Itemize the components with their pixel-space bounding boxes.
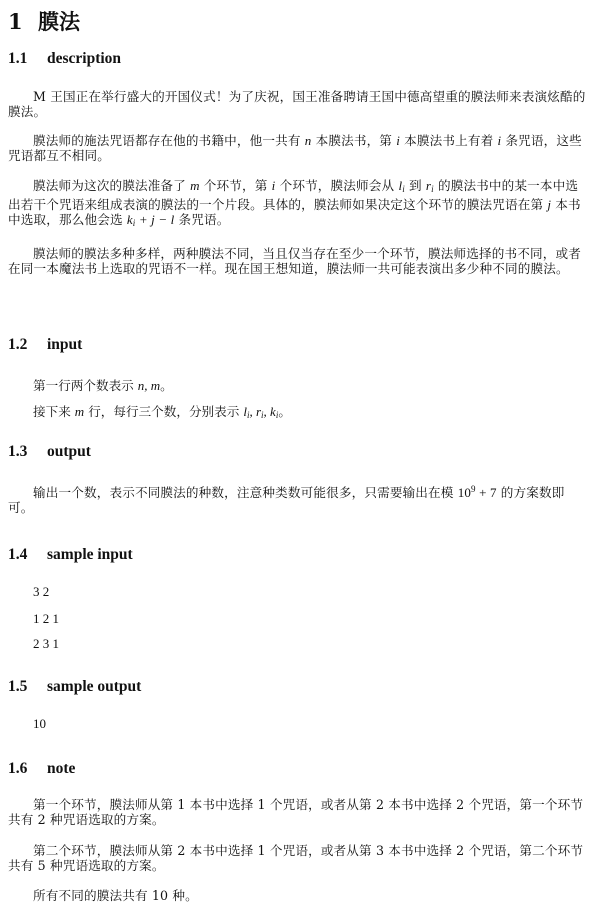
output-paragraph	[8, 482, 586, 515]
subsection-title: note	[47, 760, 76, 777]
text-run: 膜法师为这次的膜法准备了	[33, 178, 191, 193]
text-run: 的膜法书中的某一本中选出若干个咒语来组成表演的膜法的一个片段。具体的，膜法师如果决定这个环节的膜法咒语在第	[8, 178, 579, 212]
subsection-number: 1.2	[8, 336, 28, 353]
math-vars-l-r-k	[243, 404, 278, 419]
subsection-heading-output	[8, 443, 91, 461]
sample-input-line-1: 3 2	[33, 584, 50, 599]
subsection-title: input	[47, 336, 83, 353]
section-title: 膜法	[38, 9, 80, 34]
description-paragraph-4: 膜法师的膜法多种多样，两种膜法不同，当且仅当存在至少一个环节，膜法师选择的书不同，或者在同一本魔法书上选取的咒语不一样。现在国王想知道，膜法师一共可能表演出多少种不同的膜法。	[8, 246, 581, 276]
section-heading	[8, 6, 80, 36]
text-run: 本书中选取，那么他会选	[8, 197, 581, 227]
sample-input-line-3: 2 3 1	[33, 636, 59, 651]
math-var-k: k	[270, 404, 276, 419]
subsection-number: 1.6	[8, 760, 28, 777]
math-expression	[127, 212, 175, 227]
subscript-i: i	[246, 410, 250, 420]
math-plus: + 7	[475, 485, 497, 500]
math-base: 10	[457, 485, 472, 500]
text-run: 到	[404, 178, 426, 193]
section-number: 1	[8, 9, 23, 34]
math-expr-tail: + j − l	[135, 212, 175, 227]
math-var-i: i	[271, 178, 276, 193]
description-paragraph-2	[8, 133, 586, 163]
text-run: 个环节，膜法师会从	[275, 178, 399, 193]
subsection-number: 1.1	[8, 50, 28, 67]
math-var-l: l	[243, 404, 247, 419]
subsection-number: 1.5	[8, 678, 28, 695]
input-line-1	[33, 375, 173, 394]
text-run: 的方案数即可。	[8, 485, 565, 515]
math-modulus	[458, 485, 497, 500]
text-run: 。	[278, 404, 291, 419]
subsection-title: sample input	[47, 546, 133, 563]
subsection-heading-description	[8, 50, 121, 68]
separator: ,	[249, 404, 256, 419]
text-run: 本膜法书上有着	[399, 133, 498, 148]
text-run: 本膜法书，第	[311, 133, 397, 148]
math-var-r: r	[425, 178, 432, 193]
math-exponent: 9	[471, 484, 476, 494]
math-var-m: m	[74, 404, 85, 419]
math-var-l: l	[398, 178, 403, 193]
text-run: 条咒语，这些咒语都互不相同。	[8, 133, 582, 163]
text-run: 接下来	[33, 404, 75, 419]
text-run: 条咒语。	[174, 212, 230, 227]
note-paragraph-3: 所有不同的膜法共有 10 种。	[33, 888, 198, 903]
text-run: 行，每行三个数，分别表示	[84, 404, 244, 419]
text-run: 膜法师的施法咒语都存在他的书籍中，他一共有	[33, 133, 305, 148]
math-var-j: j	[547, 197, 552, 212]
subsection-title: output	[47, 443, 91, 460]
text-run: 。	[160, 378, 173, 393]
subscript-i: i	[132, 218, 136, 228]
subsection-number: 1.4	[8, 546, 28, 563]
math-var-i: i	[396, 133, 400, 148]
subsection-number: 1.3	[8, 443, 28, 460]
text-run: 第一行两个数表示	[33, 378, 138, 393]
math-var-r: r	[255, 404, 262, 419]
math-var-m: m	[190, 178, 200, 193]
description-paragraph-1: M 王国正在举行盛大的开国仪式！为了庆祝，国王准备聘请王国中德高望重的膜法师来表演炫酷的膜法。	[8, 89, 586, 119]
subsection-heading-note	[8, 760, 75, 778]
sample-input-line-2: 1 2 1	[33, 611, 59, 626]
text-run: 个环节，第	[199, 178, 272, 193]
math-vars-n-m: n, m	[137, 378, 161, 393]
math-var-k: k	[126, 212, 133, 227]
math-var-i: i	[497, 133, 502, 148]
math-var-n: n	[304, 133, 312, 148]
description-paragraph-3	[8, 178, 586, 231]
subscript-i: i	[402, 184, 405, 194]
separator: ,	[263, 404, 271, 419]
input-line-2	[33, 401, 291, 420]
subsection-heading-sample-output	[8, 678, 141, 696]
subscript-i: i	[261, 410, 264, 420]
subsection-heading-input	[8, 336, 82, 354]
subsection-heading-sample-input	[8, 546, 133, 564]
sample-output-line-1: 10	[33, 716, 46, 731]
subsection-title: sample output	[47, 678, 142, 695]
note-paragraph-1: 第一个环节，膜法师从第 1 本书中选择 1 个咒语，或者从第 2 本书中选择 2 个咒语，第一个环节共有 2 种咒语选取的方案。	[8, 797, 584, 827]
note-paragraph-2: 第二个环节，膜法师从第 2 本书中选择 1 个咒语，或者从第 3 本书中选择 2 个咒语，第二个环节共有 5 种咒语选取的方案。	[8, 843, 584, 873]
subscript-i: i	[431, 184, 434, 194]
text-run: 输出一个数，表示不同膜法的种数，注意种类数可能很多，只需要输出在模	[33, 485, 458, 500]
math-var-r-i	[426, 178, 434, 193]
subsection-title: description	[47, 50, 122, 67]
subscript-i: i	[275, 410, 279, 420]
